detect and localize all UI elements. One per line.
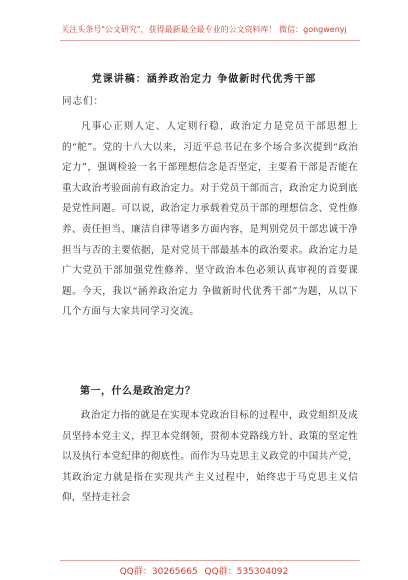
- section-heading: 第一，什么是政治定力？: [80, 386, 196, 397]
- header-promo: 关注头条号"公文研究"，获得最新最全最专业的公文资料库！ 微信：gongwenyj: [61, 25, 347, 34]
- salutation: 同志们：: [62, 96, 105, 107]
- body-paragraph: 政治定力指的就是在实现本党政治目标的过程中，政党组织及成员坚持本党主义，捍卫本党纲领，贯彻本党路线方针、政策的坚定性以及执行本党纪律的彻底性。而作为马克思主义政党的中国共产党，其政治定力就是指在实现共产主义过程中，始终忠于马克思主义信仰，坚持走社会: [62, 410, 358, 504]
- footer-contacts: QQ群：30265665 QQ群：535304092: [119, 567, 289, 577]
- header-divider: [60, 40, 360, 41]
- document-title: 党课讲稿：涵养政治定力 争做新时代优秀干部: [91, 74, 317, 85]
- footer-divider: [60, 560, 360, 561]
- body-paragraph: 凡事心正则人定、人定则行稳，政治定力是党员干部思想上的“舵”。党的十八大以来，习近平总书记在多个场合多次提到“政治定力”，强调检验一名干部理想信念是否坚定，主要看干部是否能在重大政治考验面前有政治定力。对于党员干部而言，政治定力说到底是党性问题。可以说，政治定力承载着党员干部的理想信念、党性修养、责任担当、廉洁自律等诸多方面内容，是判别党员干部忠诚干净担当与否的主要依据，是对党员干部最基本的政治要求。政治定力是广大党员干部加强党性修养、坚守政治本色必须认真审视的首要课题。今天，我以“涵养政治定力 争做新时代优秀干部”为题，从以下几个方面与大家共同学习交流。: [62, 121, 358, 318]
